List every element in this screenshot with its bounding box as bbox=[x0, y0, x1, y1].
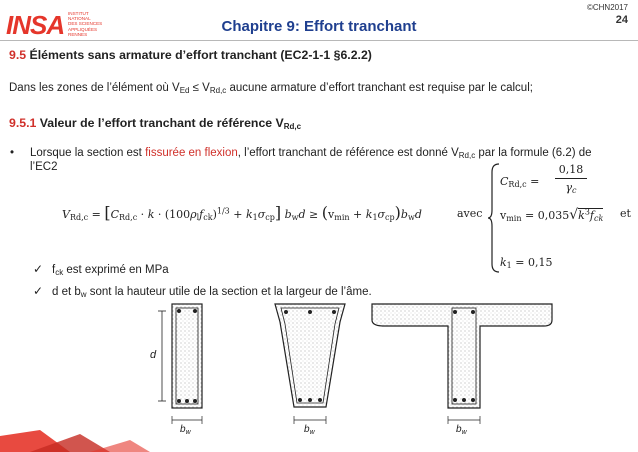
brace-icon bbox=[487, 162, 501, 274]
check-icon: ✓ bbox=[33, 284, 44, 298]
page-number: 24 bbox=[615, 14, 628, 26]
logo-institute: INSTITUT NATIONAL DES SCIENCES APPLIQUÉES RENNES bbox=[68, 11, 103, 37]
formula-avec: avec bbox=[457, 207, 483, 220]
trapezoidal-section bbox=[275, 304, 345, 434]
subsection-number: 9.5.1 bbox=[9, 116, 37, 130]
vrdc-formula: $V_{Rd,c} = [C_{Rd,c} \cdot k \cdot (100\rho_lf_{ck})^{1/3} + k_1\sigma_{cp}] b_wd \ge (v_{min} + k_1\sigma_{cp})b_wd$ bbox=[62, 203, 422, 222]
bw-label-2: $b_w$ bbox=[304, 424, 315, 434]
vmin-definition: $v_{min} = 0,035√k^3f_{ck}$ bbox=[500, 207, 604, 223]
header-divider bbox=[0, 40, 638, 41]
fraction-bar bbox=[555, 178, 587, 179]
formula-et: et bbox=[620, 207, 631, 220]
crdc-definition: $C_{Rd,c}$ = bbox=[500, 175, 540, 189]
section-heading bbox=[9, 48, 372, 62]
page-title: Chapitre 9: Effort tranchant bbox=[221, 18, 417, 35]
check-item-d-bw: d et $b_w$ sont la hauteur utile de la section et la largeur de l’âme. bbox=[52, 286, 372, 299]
bw-label-3: $b_w$ bbox=[456, 424, 467, 434]
crdc-fraction bbox=[555, 163, 587, 194]
crdc-numerator: 0,18 bbox=[558, 163, 584, 176]
bw-label-1: $b_w$ bbox=[180, 424, 191, 434]
subsection-heading: 9.5.1 Valeur de l’effort tranchant de référence $V_{Rd,c}$ bbox=[9, 116, 302, 131]
logo-text: INSA bbox=[6, 10, 65, 40]
d-label: d bbox=[150, 349, 157, 361]
cross-sections-figure bbox=[140, 302, 560, 434]
t-section bbox=[372, 304, 552, 434]
rectangular-section bbox=[150, 304, 202, 434]
k1-definition: $k_1 = 0,15$ bbox=[500, 256, 553, 270]
check-icon: ✓ bbox=[33, 262, 44, 276]
check-item-fck: $f_{ck}$ est exprimé en MPa bbox=[52, 264, 169, 277]
crdc-denominator: $\gamma_c$ bbox=[565, 181, 577, 195]
section-number: 9.5 bbox=[9, 48, 27, 62]
bullet-text: Lorsque la section est fissurée en flexion, l’effort tranchant de référence est donné $V_{Rd,c}$ par la formule (6.2) de l’EC2 bbox=[30, 147, 592, 173]
bullet-marker: • bbox=[10, 147, 15, 159]
highlight-fissuree: fissurée en flexion bbox=[145, 147, 238, 159]
section-title: Éléments sans armature d’effort tranchant (EC2-1-1 §6.2.2) bbox=[26, 48, 372, 62]
footer-decoration bbox=[0, 430, 638, 452]
subsection-title: Valeur de l’effort tranchant de référence V bbox=[36, 116, 284, 130]
copyright: ©CHN2017 bbox=[586, 3, 628, 12]
intro-paragraph: Dans les zones de l’élément où $V_{Ed} \le V_{Rd,c}$ aucune armature d’effort tranchant est requise par le calcul; bbox=[9, 82, 533, 95]
